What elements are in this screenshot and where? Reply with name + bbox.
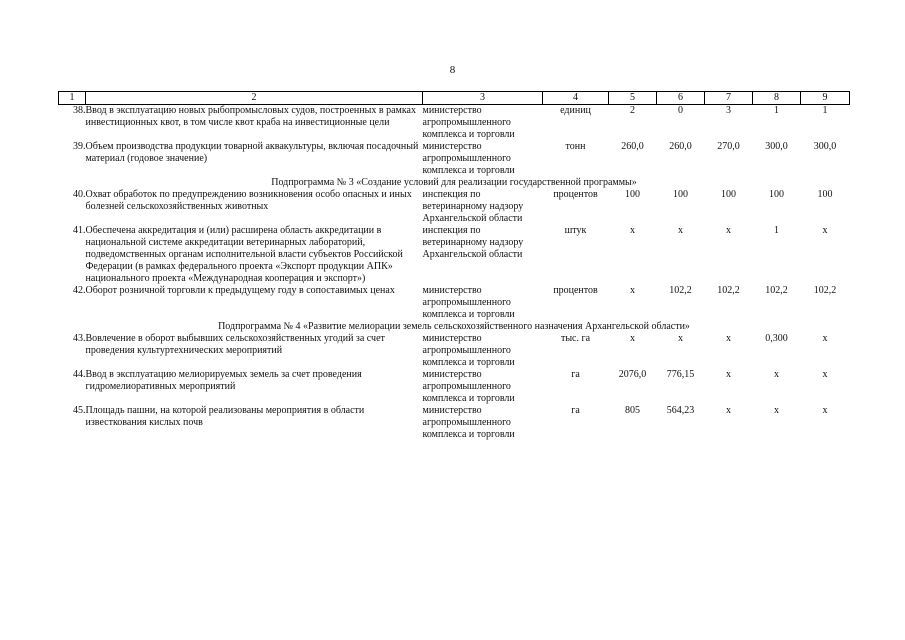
indicator-value: 100 (769, 189, 784, 200)
indicator-value: 260,0 (621, 141, 644, 152)
indicator-value: 102,2 (765, 285, 788, 296)
indicator-value: 102,2 (717, 285, 740, 296)
indicator-value: 805 (625, 405, 640, 416)
indicator-name: Ввод в эксплуатацию новых рыбопромысловых судов, построенных в рамках инвестиционных квот, в том числе квот краба на инвестиционные цели (85, 105, 416, 128)
indicator-value: х (726, 369, 731, 380)
indicator-value: х (630, 333, 635, 344)
responsible-executor: министерство агропромышленного комплекса и торговли (422, 105, 515, 140)
indicator-value: 1 (774, 105, 779, 116)
indicator-value: х (630, 285, 635, 296)
subprogram-title: Подпрограмма № 4 «Развитие мелиорации земель сельскохозяйственного назначения Архангельской области» (218, 321, 690, 332)
indicator-value: 300,0 (765, 141, 788, 152)
header-col-7: 7 (705, 92, 753, 105)
table-row (59, 405, 850, 441)
page-number: 8 (449, 64, 456, 76)
header-col-6: 6 (657, 92, 705, 105)
row-number: 39. (73, 141, 86, 152)
responsible-executor: министерство агропромышленного комплекса и торговли (422, 333, 515, 368)
indicator-value: х (726, 405, 731, 416)
responsible-executor: инспекция по ветеринарному надзору Архангельской области (422, 189, 524, 224)
indicator-value: 776,15 (666, 369, 695, 380)
responsible-executor: министерство агропромышленного комплекса и торговли (422, 405, 515, 440)
indicator-value: х (822, 369, 828, 380)
indicator-value: х (726, 225, 731, 236)
table-row (59, 141, 850, 177)
unit-of-measure: га (571, 369, 580, 380)
header-row (59, 92, 850, 105)
indicator-value: 2 (630, 105, 635, 116)
indicator-value: х (726, 333, 731, 344)
unit-of-measure: тыс. га (560, 333, 591, 344)
indicator-value: 260,0 (669, 141, 692, 152)
responsible-executor: министерство агропромышленного комплекса и торговли (422, 369, 515, 404)
unit-of-measure: единиц (560, 105, 591, 116)
indicator-value: 102,2 (813, 285, 837, 296)
table-row (59, 225, 850, 285)
row-number: 38. (73, 105, 86, 116)
table-body (59, 105, 850, 442)
indicator-value: 1 (822, 105, 828, 116)
indicator-name: Вовлечение в оборот выбывших сельскохозяйственных угодий за счет проведения культуртехнических мероприятий (85, 333, 385, 356)
unit-of-measure: процентов (553, 189, 598, 200)
header-col-9: 9 (801, 92, 850, 105)
indicator-value: 0 (678, 105, 683, 116)
indicator-name: Оборот розничной торговли к предыдущему году в сопоставимых ценах (85, 285, 395, 296)
unit-of-measure: га (571, 405, 580, 416)
indicators-table (58, 91, 850, 441)
row-number: 42. (73, 285, 86, 296)
responsible-executor: инспекция по ветеринарному надзору Архангельской области (422, 225, 524, 260)
table-row (59, 105, 850, 142)
indicator-value: 0,300 (765, 333, 788, 344)
indicator-value: х (822, 405, 828, 416)
row-number: 40. (73, 189, 86, 200)
table-row (59, 333, 850, 369)
row-number: 41. (73, 225, 86, 236)
responsible-executor: министерство агропромышленного комплекса и торговли (422, 141, 515, 176)
indicator-name: Площадь пашни, на которой реализованы мероприятия в области известкования кислых почв (85, 405, 365, 428)
subprogram-heading-row (59, 321, 850, 333)
table-row (59, 189, 850, 225)
indicator-value: х (630, 225, 635, 236)
indicator-value: 2076,0 (618, 369, 647, 380)
indicator-value: 100 (625, 189, 640, 200)
indicator-value: 3 (726, 105, 731, 116)
unit-of-measure: процентов (553, 285, 598, 296)
indicator-name: Обеспечена аккредитация и (или) расширена область аккредитации в национальной системе аккредитации ветеринарных лабораторий, подведомственных органам исполнительной власти субъектов Российской Федерации (в рамках федерального проекта «Экспорт продукции АПК» национального проекта «Международная кооперация и экспорт») (85, 225, 403, 284)
subprogram-title: Подпрограмма № 3 «Создание условий для реализации государственной программы» (271, 177, 637, 188)
header-col-8: 8 (753, 92, 801, 105)
indicator-name: Ввод в эксплуатацию мелиорируемых земель за счет проведения гидромелиоративных мероприятий (85, 369, 362, 392)
indicator-value: х (822, 333, 828, 344)
row-number: 43. (73, 333, 86, 344)
header-col-1: 1 (59, 92, 86, 105)
indicator-value: 300,0 (813, 141, 837, 152)
header-col-4: 4 (543, 92, 609, 105)
row-number: 44. (73, 369, 86, 380)
indicator-value: х (774, 369, 779, 380)
header-col-5: 5 (609, 92, 657, 105)
indicator-value: х (822, 225, 828, 236)
header-col-3: 3 (423, 92, 543, 105)
unit-of-measure: штук (564, 225, 587, 236)
unit-of-measure: тонн (565, 141, 586, 152)
indicator-value: х (774, 405, 779, 416)
indicator-value: 102,2 (669, 285, 692, 296)
responsible-executor: министерство агропромышленного комплекса и торговли (422, 285, 515, 320)
subprogram-heading-row (59, 177, 850, 189)
indicator-value: 100 (817, 189, 833, 200)
row-number: 45. (73, 405, 86, 416)
indicator-value: 564,23 (666, 405, 695, 416)
indicator-value: 1 (774, 225, 779, 236)
indicator-name: Охват обработок по предупреждению возникновения особо опасных и иных болезней сельскохозяйственных животных (85, 189, 412, 212)
indicator-value: 100 (721, 189, 736, 200)
indicator-value: х (678, 333, 683, 344)
table-row (59, 285, 850, 321)
header-col-2: 2 (86, 92, 423, 105)
indicator-value: х (678, 225, 683, 236)
indicator-value: 270,0 (717, 141, 740, 152)
table-row (59, 369, 850, 405)
indicator-value: 100 (673, 189, 688, 200)
indicator-name: Объем производства продукции товарной аквакультуры, включая посадочный материал (годовое значение) (85, 141, 419, 164)
